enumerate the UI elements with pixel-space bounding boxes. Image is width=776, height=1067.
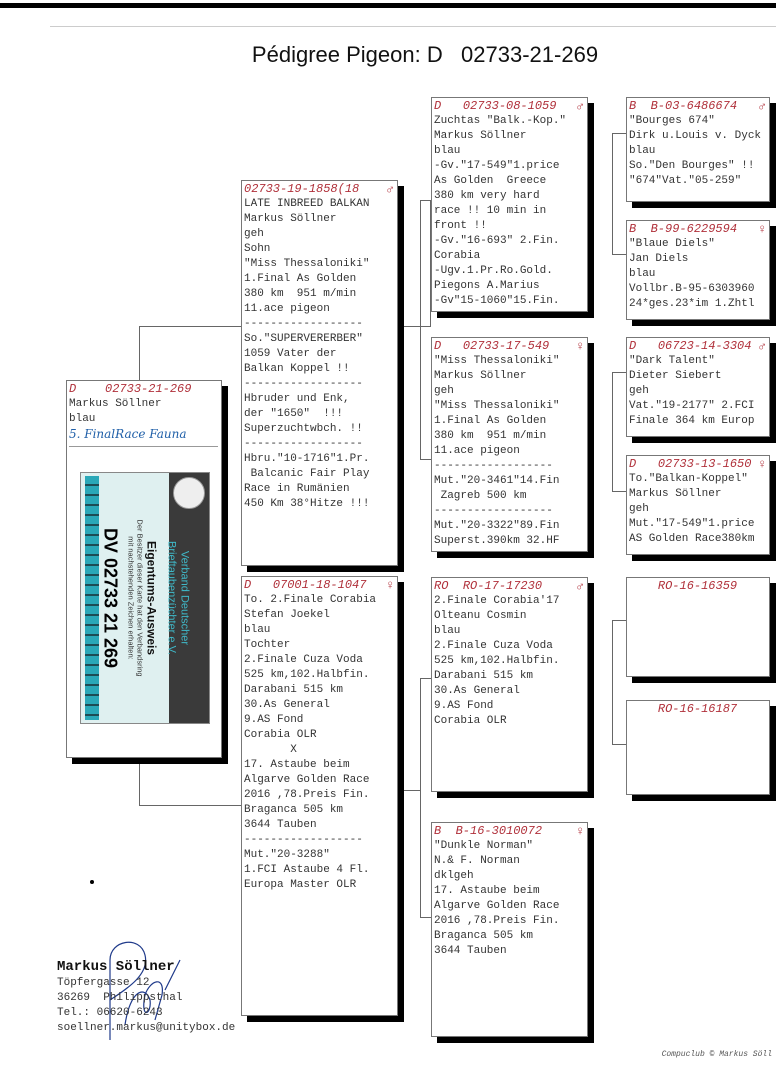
female-icon: ♀ <box>758 457 766 472</box>
pedigree-line: Sohn <box>244 243 271 255</box>
male-icon: ♂ <box>758 339 766 354</box>
pedigree-line: 2.Finale Cuza Voda <box>244 654 363 666</box>
pedigree-line: geh <box>629 385 649 397</box>
ring-number: B-03-6486674 <box>650 99 738 113</box>
ring-header <box>69 382 218 397</box>
pedigree-line: blau <box>629 145 656 157</box>
country-code: D <box>629 339 637 353</box>
pedigree-box-mother[interactable] <box>241 576 398 1016</box>
pedigree-box-mff[interactable] <box>626 577 770 677</box>
pedigree-line: -Gv."17-549"1.price <box>434 160 560 172</box>
country-code: D <box>434 99 442 113</box>
pedigree-line: AS Golden Race380km <box>629 533 755 545</box>
ring-number: 02733-19-1858(18 <box>244 182 360 196</box>
ring-number: 02733-08-1059 <box>462 99 557 113</box>
ring-number: RO-16-16187 <box>657 702 738 716</box>
pedigree-line: 3644 Tauben <box>244 819 317 831</box>
pedigree-line: 380 km 951 m/min <box>434 430 547 442</box>
ring-number: 02733-13-1650 <box>657 457 752 471</box>
pedigree-line: race !! 10 min in <box>434 205 547 217</box>
connector-mother-mf <box>420 678 431 918</box>
pedigree-line: Zagreb 500 km <box>434 490 527 502</box>
ring-header <box>244 182 394 197</box>
pedigree-line: 9.AS Fond <box>244 714 304 726</box>
pedigree-line: 2016 ,78.Preis Fin. <box>244 789 370 801</box>
phone: Tel.: 06620-6243 <box>57 1007 163 1019</box>
connector-mf-parents <box>612 620 626 745</box>
card-pattern <box>85 476 99 720</box>
ring-header <box>244 578 394 593</box>
pedigree-box-fmf[interactable] <box>626 337 770 437</box>
ring-header <box>434 339 584 354</box>
pedigree-line: blau <box>629 268 656 280</box>
pedigree-line: Stefan Joekel <box>244 609 330 621</box>
card-small-line2: mit nachstehenden Zeichen erhalten: <box>126 536 136 660</box>
ring-number: 02733-17-549 <box>462 339 550 353</box>
pedigree-line: geh <box>434 385 454 397</box>
pedigree-box-fmm[interactable] <box>626 455 770 555</box>
pedigree-box-ff[interactable] <box>431 97 588 312</box>
pedigree-line: N.& F. Norman <box>434 855 520 867</box>
pedigree-line: 30.As General <box>244 699 330 711</box>
pedigree-line: 380 km 951 m/min <box>244 288 357 300</box>
male-icon: ♂ <box>576 579 584 594</box>
ring-header <box>629 222 766 237</box>
top-border <box>0 3 776 8</box>
pedigree-line: Zuchtas "Balk.-Kop." <box>434 115 567 127</box>
pedigree-box-father[interactable] <box>241 180 398 566</box>
pedigree-line: To. 2.Finale Corabia <box>244 594 377 606</box>
ring-header <box>629 99 766 114</box>
country-code: RO <box>434 579 449 593</box>
card-org-line2: Brieftaubenzüchter e.V. <box>165 541 178 655</box>
country-code: D <box>434 339 442 353</box>
pedigree-line: Superst.390km 32.HF <box>434 535 560 547</box>
pedigree-line: LATE INBREED BALKAN <box>244 198 370 210</box>
pedigree-line: 30.As General <box>434 685 520 697</box>
pedigree-line: 1.Final As Golden <box>244 273 357 285</box>
country-code: D <box>629 457 637 471</box>
pedigree-line: 380 km very hard <box>434 190 540 202</box>
country-code: B <box>629 99 637 113</box>
color: blau <box>69 413 96 425</box>
pedigree-line: 17. Astaube beim <box>434 885 540 897</box>
pedigree-line: Olteanu Cosmin <box>434 610 527 622</box>
pedigree-line: 24*ges.23*im 1.Zhtl <box>629 298 755 310</box>
pedigree-line: ------------------ <box>434 460 553 472</box>
male-icon: ♂ <box>386 182 394 197</box>
pedigree-line: 17. Astaube beim <box>244 759 350 771</box>
pedigree-line: "Miss Thessaloniki" <box>244 258 370 270</box>
connector-mother-stub <box>404 790 421 791</box>
pedigree-line: blau <box>244 624 271 636</box>
ring-number: RO-16-16359 <box>657 579 738 593</box>
country-code: B <box>434 824 442 838</box>
pedigree-line: Mut."17-549"1.price <box>629 518 755 530</box>
pedigree-box-mm[interactable] <box>431 822 588 1037</box>
pedigree-box-mfm[interactable] <box>626 700 770 795</box>
pedigree-line: Finale 364 km Europ <box>629 415 755 427</box>
ring-number: 06723-14-3304 <box>657 339 752 353</box>
pedigree-line: Darabani 515 km <box>244 684 344 696</box>
pedigree-line: blau <box>434 625 461 637</box>
pedigree-line: geh <box>629 503 649 515</box>
card-ring-number: DV 02733 21 269 <box>100 527 121 669</box>
pedigree-line: 1.FCI Astaube 4 Fl. <box>244 864 370 876</box>
pedigree-box-fm[interactable] <box>431 337 588 552</box>
pedigree-line: ------------------ <box>434 505 553 517</box>
pedigree-line: Dieter Siebert <box>629 370 722 382</box>
pedigree-line: As Golden Greece <box>434 175 547 187</box>
pedigree-line: Mut."20-3461"14.Fin <box>434 475 560 487</box>
owner: Markus Söllner <box>69 398 162 410</box>
pedigree-line: Race in Rumänien <box>244 483 350 495</box>
female-icon: ♀ <box>758 222 766 237</box>
pedigree-line: blau <box>434 145 461 157</box>
pedigree-line: Balcanic Fair Play <box>244 468 370 480</box>
ring-number: B-99-6229594 <box>650 222 738 236</box>
ring-header <box>434 824 584 839</box>
pedigree-line: "Blaue Diels" <box>629 238 715 250</box>
pedigree-line: "Dunkle Norman" <box>434 840 534 852</box>
pedigree-line: 525 km,102.Halbfin. <box>434 655 560 667</box>
ownership-card <box>80 472 210 724</box>
pedigree-line: -Gv."16-693" 2.Fin. <box>434 235 560 247</box>
card-small-line1: Der Besitzer dieser Karte hat den Verbandsring <box>135 519 145 677</box>
pedigree-line: dklgeh <box>434 870 474 882</box>
card-title: Eigentums-Ausweis <box>144 540 159 656</box>
pedigree-line: 2.Finale Corabia'17 <box>434 595 560 607</box>
ring-header <box>434 579 584 594</box>
pedigree-line: "Bourges 674" <box>629 115 715 127</box>
female-icon: ♀ <box>386 578 394 593</box>
ring-header <box>629 339 766 354</box>
pedigree-line: -Gv"15-1060"15.Fin. <box>434 295 560 307</box>
pedigree-line: Mut."20-3288" <box>244 849 330 861</box>
pedigree-line: 11.ace pigeon <box>244 303 330 315</box>
footer-address <box>57 958 235 1036</box>
page-title: Pédigree Pigeon: D 02733-21-269 <box>251 42 599 67</box>
pedigree-line: 9.AS Fond <box>434 700 494 712</box>
pedigree-line: 1059 Vater der <box>244 348 337 360</box>
connector-father-fm-v <box>420 200 431 460</box>
ring-header <box>629 457 766 472</box>
country-code: B <box>629 222 637 236</box>
pedigree-line: 3644 Tauben <box>434 945 507 957</box>
country-code: D <box>69 382 77 396</box>
pedigree-line: Corabia <box>434 250 481 262</box>
pedigree-line: Superzuchtwbch. !! <box>244 423 363 435</box>
pedigree-line: Balkan Koppel !! <box>244 363 350 375</box>
ring-number: RO-17-17230 <box>462 579 543 593</box>
pedigree-line: Darabani 515 km <box>434 670 534 682</box>
pedigree-line: Dirk u.Louis v. Dyck <box>629 130 762 142</box>
pedigree-line: "Miss Thessaloniki" <box>434 400 560 412</box>
pedigree-box-mf[interactable] <box>431 577 588 792</box>
pedigree-line: Markus Söllner <box>629 488 722 500</box>
pedigree-line: "Miss Thessaloniki" <box>434 355 560 367</box>
pedigree-line: Markus Söllner <box>434 370 527 382</box>
pedigree-line: Markus Söllner <box>434 130 527 142</box>
ring-header <box>434 99 584 114</box>
connector-fm-parents <box>612 372 626 492</box>
connector-ff-parents <box>612 133 626 255</box>
female-icon: ♀ <box>576 824 584 839</box>
pedigree-line: Corabia OLR <box>244 729 317 741</box>
pedigree-line: ------------------ <box>244 834 363 846</box>
pedigree-line: Vollbr.B-95-6303960 <box>629 283 755 295</box>
pedigree-box-fff[interactable] <box>626 97 770 202</box>
email-link[interactable]: soellner.markus@unitybox.de <box>57 1022 236 1034</box>
ring-number: 02733-21-269 <box>105 382 192 396</box>
pedigree-line: Piegons A.Marius <box>434 280 540 292</box>
pedigree-line: 525 km,102.Halbfin. <box>244 669 370 681</box>
pedigree-line: So."Den Bourges" !! <box>629 160 755 172</box>
pedigree-line: Corabia OLR <box>434 715 507 727</box>
pedigree-line: Tochter <box>244 639 291 651</box>
pedigree-line: 2016 ,78.Preis Fin. <box>434 915 560 927</box>
pedigree-line: geh <box>244 228 264 240</box>
pedigree-line: Algarve Golden Race <box>434 900 560 912</box>
pedigree-line: Mut."20-3322"89.Fin <box>434 520 560 532</box>
pedigree-line: 450 Km 38°Hitze !!! <box>244 498 370 510</box>
pedigree-line: Europa Master OLR <box>244 879 357 891</box>
connector-subject-father <box>139 326 241 380</box>
street: Töpfergasse 12 <box>57 977 150 989</box>
pedigree-line: ------------------ <box>244 378 363 390</box>
ring-number: B-16-3010072 <box>455 824 543 838</box>
pedigree-line: -Ugv.1.Pr.Ro.Gold. <box>434 265 553 277</box>
male-icon: ♂ <box>576 99 584 114</box>
pedigree-line: 2.Finale Cuza Voda <box>434 640 553 652</box>
pedigree-line: "Dark Talent" <box>629 355 715 367</box>
pedigree-line: ------------------ <box>244 318 363 330</box>
pedigree-line: Jan Diels <box>629 253 689 265</box>
pedigree-line: der "1650" !!! <box>244 408 344 420</box>
pedigree-line: ------------------ <box>244 438 363 450</box>
handwritten-note: 5. FinalRace Fauna <box>69 427 187 441</box>
pedigree-line: To."Balkan-Koppel" <box>629 473 748 485</box>
pedigree-line: So."SUPERVERERBER" <box>244 333 363 345</box>
pedigree-line: front !! <box>434 220 487 232</box>
connector-subject-mother <box>139 760 241 806</box>
pedigree-line: Hbruder und Enk, <box>244 393 350 405</box>
city: 36269 Philippsthal <box>57 992 183 1004</box>
card-org-line1: Verband Deutscher <box>178 550 191 646</box>
pedigree-line: X <box>244 744 297 756</box>
pedigree-box-ffm[interactable] <box>626 220 770 320</box>
breeder-name: Markus Söllner <box>57 959 175 975</box>
copyright: Compuclub © Markus Söll <box>661 1050 772 1059</box>
pedigree-line: Braganca 505 km <box>434 930 534 942</box>
ring-number: 07001-18-1047 <box>272 578 367 592</box>
pedigree-line: "674"Vat."05-259" <box>629 175 742 187</box>
female-icon: ♀ <box>576 339 584 354</box>
scan-speck <box>90 880 94 884</box>
male-icon: ♂ <box>758 99 766 114</box>
header-rule <box>50 26 776 27</box>
pedigree-line: Vat."19-2177" 2.FCI <box>629 400 755 412</box>
pedigree-line: Hbru."10-1716"1.Pr. <box>244 453 370 465</box>
pedigree-line: Markus Söllner <box>244 213 337 225</box>
country-code: D <box>244 578 252 592</box>
pedigree-line: 11.ace pigeon <box>434 445 520 457</box>
pedigree-line: 1.Final As Golden <box>434 415 547 427</box>
pedigree-line: Algarve Golden Race <box>244 774 370 786</box>
pedigree-line: Braganca 505 km <box>244 804 344 816</box>
